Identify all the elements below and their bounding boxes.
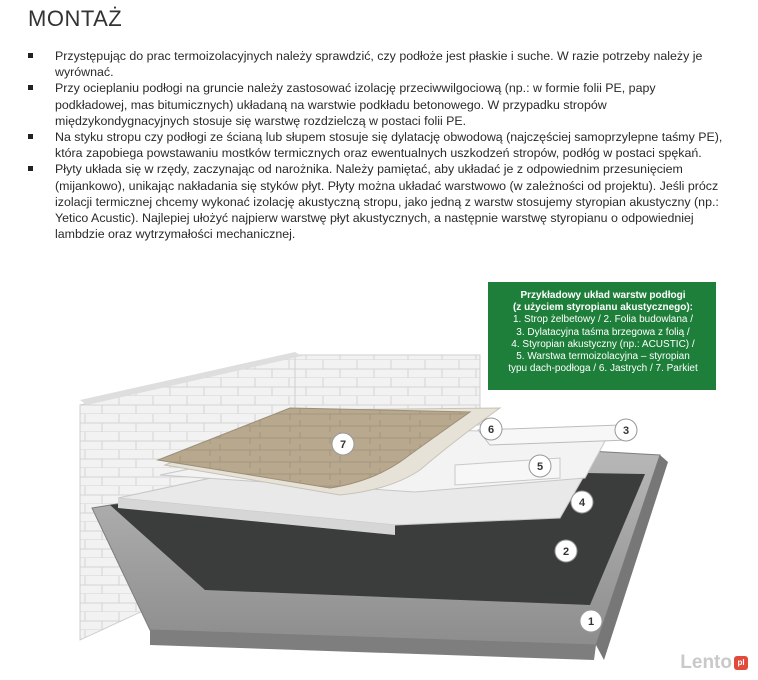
watermark-suffix: pl [734, 656, 748, 670]
bullet-marker [28, 134, 33, 139]
marker-5 [529, 455, 551, 477]
marker-6 [480, 418, 502, 440]
legend-item: 5. Warstwa termoizolacyjna – styropian [516, 351, 690, 363]
list-item [28, 80, 728, 129]
bullet-marker [28, 85, 33, 90]
bullet-text: Przystępując do prac termoizolacyjnych należy sprawdzić, czy podłoże jest płaskie i suche. W razie potrzeby należy je wyrównać. [55, 49, 703, 80]
marker-label: 4 [578, 497, 586, 509]
bullet-text: Płyty układa się w rzędy, zaczynając od narożnika. Należy pamiętać, aby układać je z odpowiednim przesunięciem (mijankowo), unikając nakładania się styków płyt. Płyty można układać warstwowo (w zależności od projektu). Jeśli prócz izolacji termicznej chcemy wykonać izolację akustyczną stropu, jako jedną z warstw stosujemy styropian akustyczny (np.: Yetico Acustic). Najlepiej ułożyć najpierw warstwę płyt akustycznych, a następnie warstwę styropianu o odpowiedniej lambdzie oraz wytrzymałości mechanicznej. [55, 162, 719, 242]
bullet-marker [28, 53, 33, 58]
legend-title: Przykładowy układ warstw podłogi [520, 290, 686, 301]
layers-legend [488, 282, 716, 390]
legend-item: typu dach-podłoga / 6. Jastrych / 7. Parkiet [508, 363, 698, 375]
legend-item: 3. Dylatacyjna taśma brzegowa z folią / [516, 326, 690, 338]
watermark-logo [680, 652, 748, 674]
marker-4 [571, 491, 593, 513]
bullet-list [28, 48, 728, 242]
bullet-text: Na styku stropu czy podłogi ze ścianą lub słupem stosuje się dylatację obwodową (najczęściej samoprzylepne taśmy PE), która zapobiega powstawaniu mostków termicznych oraz ewentualnych uszkodzeń stropów, podłóg w postaci spękań. [55, 130, 723, 161]
marker-label: 3 [622, 425, 630, 437]
watermark-brand: Lento [680, 652, 732, 673]
list-item [28, 129, 728, 161]
legend-subtitle: (z użyciem styropianu akustycznego): [512, 302, 694, 314]
list-item [28, 48, 728, 80]
marker-label: 6 [487, 424, 495, 436]
marker-2 [555, 540, 577, 562]
marker-7 [332, 433, 354, 455]
marker-3 [615, 419, 637, 441]
legend-item: 1. Strop żelbetowy / 2. Folia budowlana / [512, 314, 694, 326]
marker-label: 7 [339, 439, 347, 451]
marker-label: 1 [587, 616, 595, 628]
marker-1 [580, 610, 602, 632]
marker-label: 2 [562, 546, 570, 558]
bullet-marker [28, 166, 33, 171]
legend-item: 4. Styropian akustyczny (np.: ACUSTIC) / [511, 338, 695, 350]
bullet-text: Przy ocieplaniu podłogi na gruncie należy zastosować izolację przeciwwilgociową (np.: w formie folii PE, papy podkładowej, mas bitumicznych) układaną na warstwie podkładu betonowego. W przypadku stropów międzykondygnacyjnych stosuje się warstwę rozdzielczą w postaci folii PE. [55, 81, 656, 128]
list-item [28, 161, 728, 242]
marker-label: 5 [536, 461, 544, 473]
page-title: MONTAŻ [28, 6, 123, 31]
